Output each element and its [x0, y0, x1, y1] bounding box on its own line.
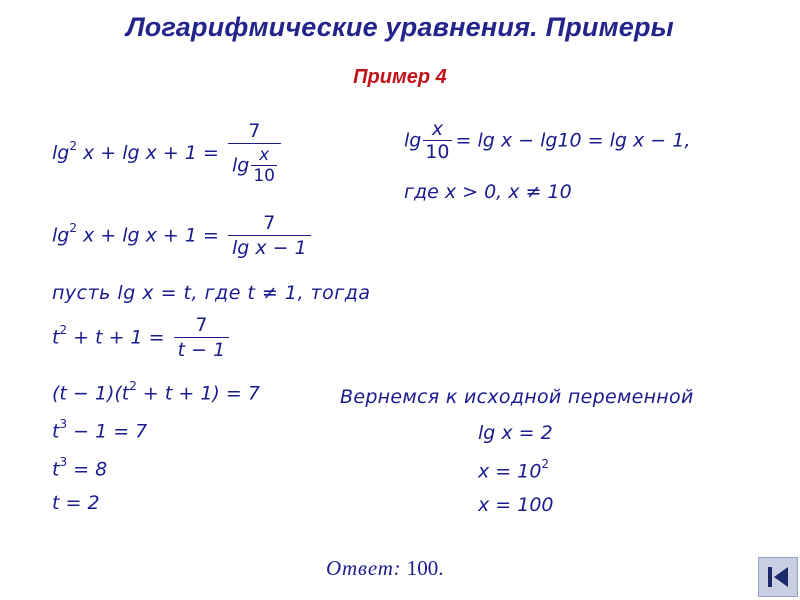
substitution-line: пусть lg x = t, где t ≠ 1, тогда [52, 282, 371, 304]
log-quotient-rule: lg $\frac{x}{10}$ = lg x − lg10 = lg x − 1, [404, 118, 691, 163]
equation-lgx-2: lg x = 2 [478, 422, 553, 444]
first-slide-button[interactable] [758, 557, 798, 597]
equation-x-100: x = 100 [478, 494, 554, 516]
equation-transformed: $\lg^2 x + \lg x + 1$ = $\frac{7}{\text{lg x − 1}}$ [52, 214, 314, 258]
equation-expanded: $(t - 1)(t^2 + t + 1) = 7$ [52, 379, 260, 405]
answer-line [326, 556, 443, 581]
equation-t-cubed: $t^3 = 8$ [52, 455, 108, 481]
answer-label: Ответ: [326, 556, 402, 580]
equation-t-cubed-minus-one: $t^3 - 1 = 7$ [52, 417, 148, 443]
equation-in-t: $t^2 + t + 1$ = $\frac{7}{t - 1}$ [52, 316, 232, 360]
domain-condition: где x > 0, x ≠ 10 [404, 181, 572, 203]
first-slide-icon [764, 563, 792, 591]
back-substitution-text: Вернемся к исходной переменной [340, 386, 694, 408]
equation-x-pow: $x = 10^2$ [478, 457, 550, 483]
solution-t: t = 2 [52, 492, 100, 514]
example-heading: Пример 4 [353, 66, 447, 88]
equation-original: $\lg^2 x + \lg x + 1$ = 7 lg $\frac{x}{10}$ [52, 122, 284, 185]
slide-title: Логарифмические уравнения. Примеры [126, 12, 674, 42]
answer-value: 100. [406, 556, 444, 580]
